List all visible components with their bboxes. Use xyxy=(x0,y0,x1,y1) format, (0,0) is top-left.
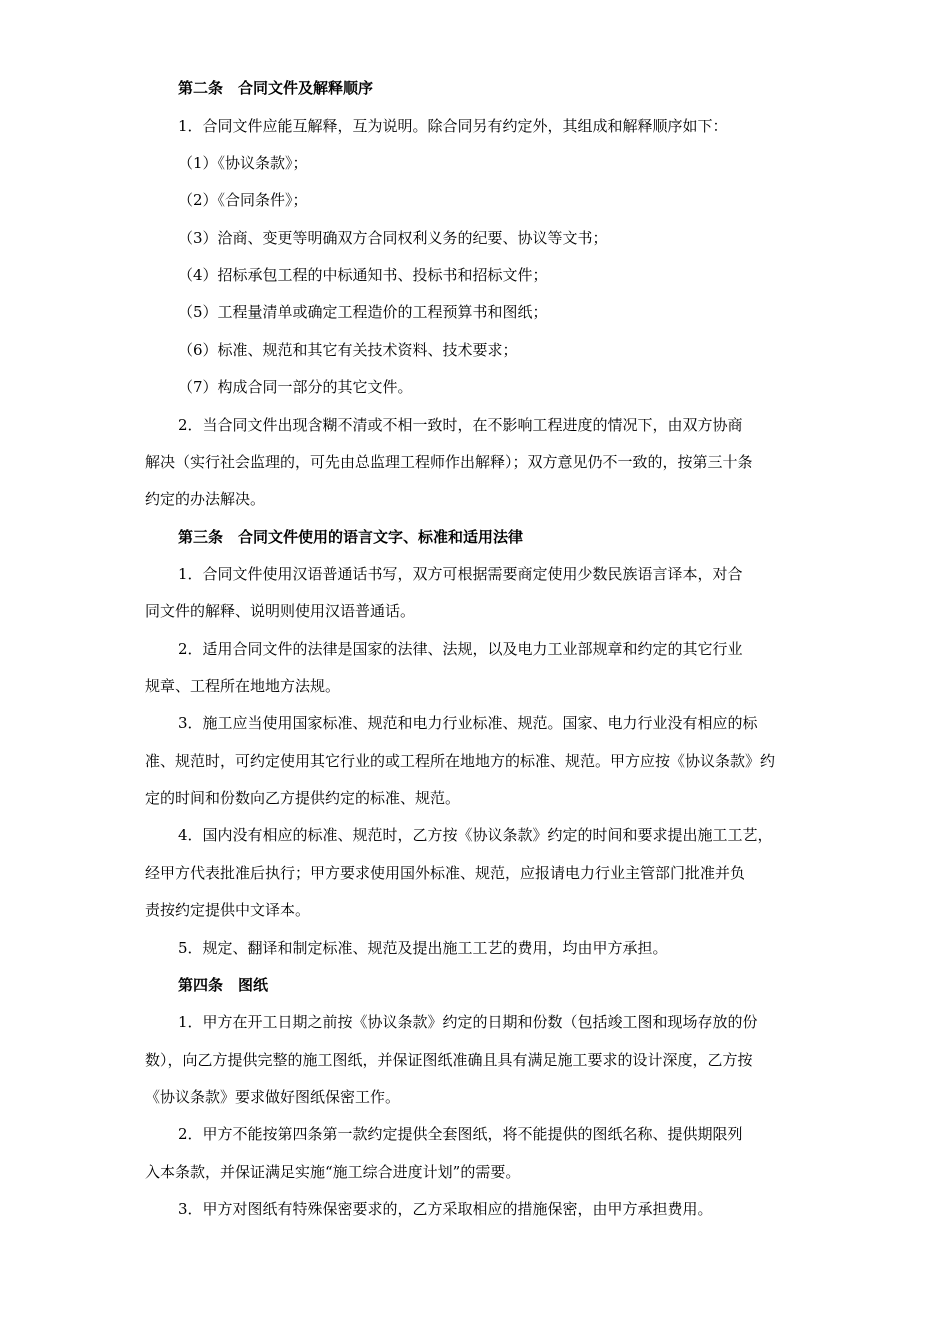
list-item: （7）构成合同一部分的其它文件。 xyxy=(178,378,413,396)
paragraph-line: 2．当合同文件出现含糊不清或不相一致时，在不影响工程进度的情况下，由双方协商 xyxy=(178,416,743,434)
paragraph-line: 4．国内没有相应的标准、规范时，乙方按《协议条款》约定的时间和要求提出施工工艺， xyxy=(178,826,773,844)
list-item: （6）标准、规范和其它有关技术资料、技术要求； xyxy=(178,341,518,359)
article-4-heading: 第四条 图纸 xyxy=(178,976,269,994)
paragraph-line: 规章、工程所在地地方法规。 xyxy=(145,677,341,695)
list-item: （3）洽商、变更等明确双方合同权利义务的纪要、协议等文书； xyxy=(178,229,608,247)
paragraph-line: 2．适用合同文件的法律是国家的法律、法规，以及电力工业部规章和约定的其它行业 xyxy=(178,640,743,658)
paragraph-line: 《协议条款》要求做好图纸保密工作。 xyxy=(145,1088,401,1106)
paragraph-line: 责按约定提供中文译本。 xyxy=(145,901,311,919)
paragraph-line: 解决（实行社会监理的，可先由总监理工程师作出解释）；双方意见仍不一致的，按第三十条 xyxy=(145,453,753,471)
list-item: （5）工程量清单或确定工程造价的工程预算书和图纸； xyxy=(178,303,548,321)
paragraph-line: 1．合同文件使用汉语普通话书写，双方可根据需要商定使用少数民族语言译本，对合 xyxy=(178,565,743,583)
paragraph-line: 5．规定、翻译和制定标准、规范及提出施工工艺的费用，均由甲方承担。 xyxy=(178,939,668,957)
paragraph-line: 2．甲方不能按第四条第一款约定提供全套图纸，将不能提供的图纸名称、提供期限列 xyxy=(178,1125,743,1143)
list-item: （1）《协议条款》； xyxy=(178,154,308,172)
list-item: （4）招标承包工程的中标通知书、投标书和招标文件； xyxy=(178,266,548,284)
paragraph-line: 1．合同文件应能互解释，互为说明。除合同另有约定外，其组成和解释顺序如下： xyxy=(178,117,728,135)
paragraph-line: 准、规范时，可约定使用其它行业的或工程所在地地方的标准、规范。甲方应按《协议条款》约 xyxy=(145,752,776,770)
article-3-heading: 第三条 合同文件使用的语言文字、标准和适用法律 xyxy=(178,528,524,546)
list-item: （2）《合同条件》； xyxy=(178,191,308,209)
paragraph-line: 约定的办法解决。 xyxy=(145,490,266,508)
paragraph-line: 经甲方代表批准后执行；甲方要求使用国外标准、规范，应报请电力行业主管部门批准并负 xyxy=(145,864,746,882)
paragraph-line: 1．甲方在开工日期之前按《协议条款》约定的日期和份数（包括竣工图和现场存放的份 xyxy=(178,1013,758,1031)
paragraph-line: 同文件的解释、说明则使用汉语普通话。 xyxy=(145,602,416,620)
paragraph-line: 数），向乙方提供完整的施工图纸，并保证图纸准确且具有满足施工要求的设计深度，乙方按 xyxy=(145,1051,753,1069)
paragraph-line: 入本条款，并保证满足实施“施工综合进度计划”的需要。 xyxy=(145,1163,521,1181)
paragraph-line: 3．甲方对图纸有特殊保密要求的，乙方采取相应的措施保密，由甲方承担费用。 xyxy=(178,1200,713,1218)
paragraph-line: 定的时间和份数向乙方提供约定的标准、规范。 xyxy=(145,789,461,807)
paragraph-line: 3．施工应当使用国家标准、规范和电力行业标准、规范。国家、电力行业没有相应的标 xyxy=(178,714,758,732)
article-2-heading: 第二条 合同文件及解释顺序 xyxy=(178,79,374,97)
